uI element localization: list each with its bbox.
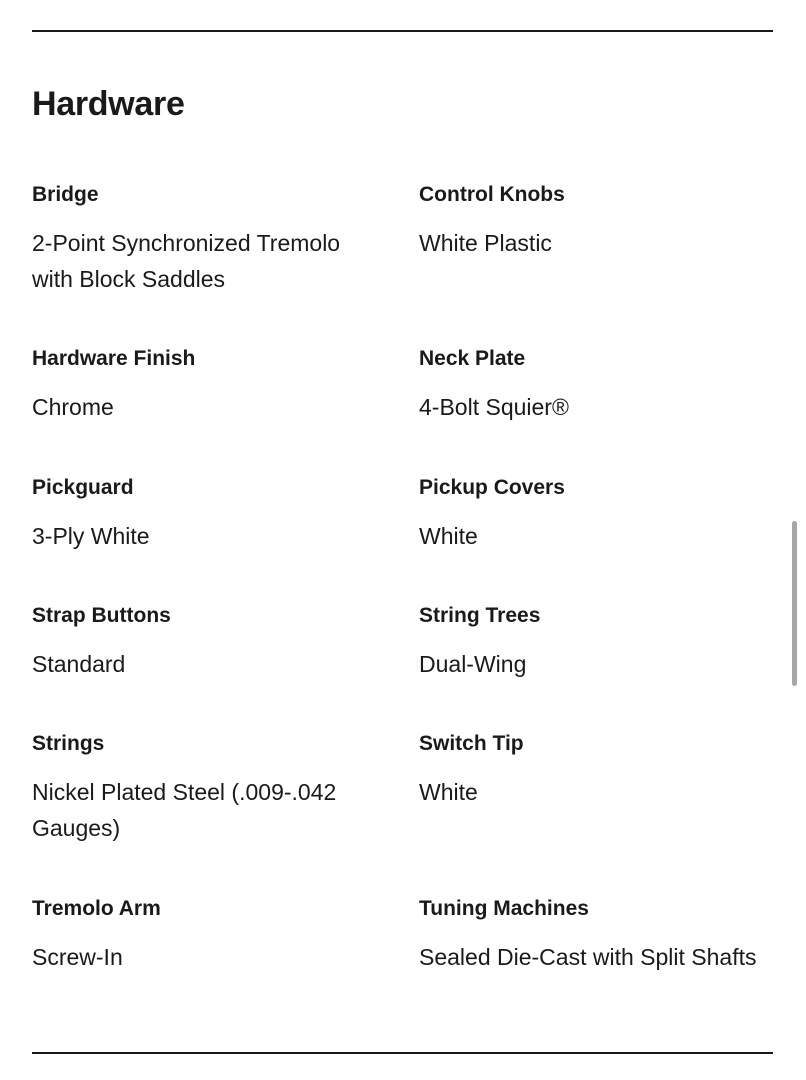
spec-value: Dual-Wing: [419, 651, 527, 677]
spec-value: 2-Point Synchronized Tremolo with Block Saddles: [32, 230, 341, 292]
spec-tuning-machines: [419, 896, 764, 975]
spec-label: Hardware Finish: [32, 347, 196, 370]
spec-label: Switch Tip: [419, 732, 524, 755]
spec-value: Nickel Plated Steel (.009-.042 Gauges): [32, 779, 337, 841]
spec-value: 3-Ply White: [32, 523, 150, 549]
spec-pickguard: [32, 475, 377, 554]
spec-value: White: [419, 779, 478, 805]
spec-value: Chrome: [32, 394, 114, 420]
spec-value: Screw-In: [32, 944, 123, 970]
scrollbar-thumb[interactable]: [792, 521, 797, 686]
section-title: Hardware: [32, 85, 185, 123]
spec-label: String Trees: [419, 604, 541, 627]
spec-label: Strap Buttons: [32, 604, 171, 627]
spec-strap-buttons: [32, 603, 377, 682]
top-divider: [32, 30, 773, 32]
spec-label: Tuning Machines: [419, 897, 589, 920]
spec-label: Tremolo Arm: [32, 897, 161, 920]
spec-label: Strings: [32, 732, 105, 755]
spec-neck-plate: [419, 346, 764, 425]
spec-strings: [32, 731, 377, 846]
spec-value: Standard: [32, 651, 126, 677]
bottom-divider: [32, 1052, 773, 1054]
spec-label: Pickguard: [32, 476, 134, 499]
spec-label: Control Knobs: [419, 183, 565, 206]
spec-pickup-covers: [419, 475, 764, 554]
spec-bridge: [32, 182, 377, 297]
spec-tremolo-arm: [32, 896, 377, 975]
spec-value: White Plastic: [419, 230, 552, 256]
spec-string-trees: [419, 603, 764, 682]
spec-label: Bridge: [32, 183, 99, 206]
spec-label: Pickup Covers: [419, 476, 565, 499]
spec-switch-tip: [419, 731, 764, 810]
spec-value: 4-Bolt Squier®: [419, 394, 569, 420]
spec-value: Sealed Die-Cast with Split Shafts: [419, 944, 757, 970]
spec-label: Neck Plate: [419, 347, 526, 370]
spec-value: White: [419, 523, 478, 549]
spec-hardware-finish: [32, 346, 377, 425]
spec-control-knobs: [419, 182, 764, 261]
